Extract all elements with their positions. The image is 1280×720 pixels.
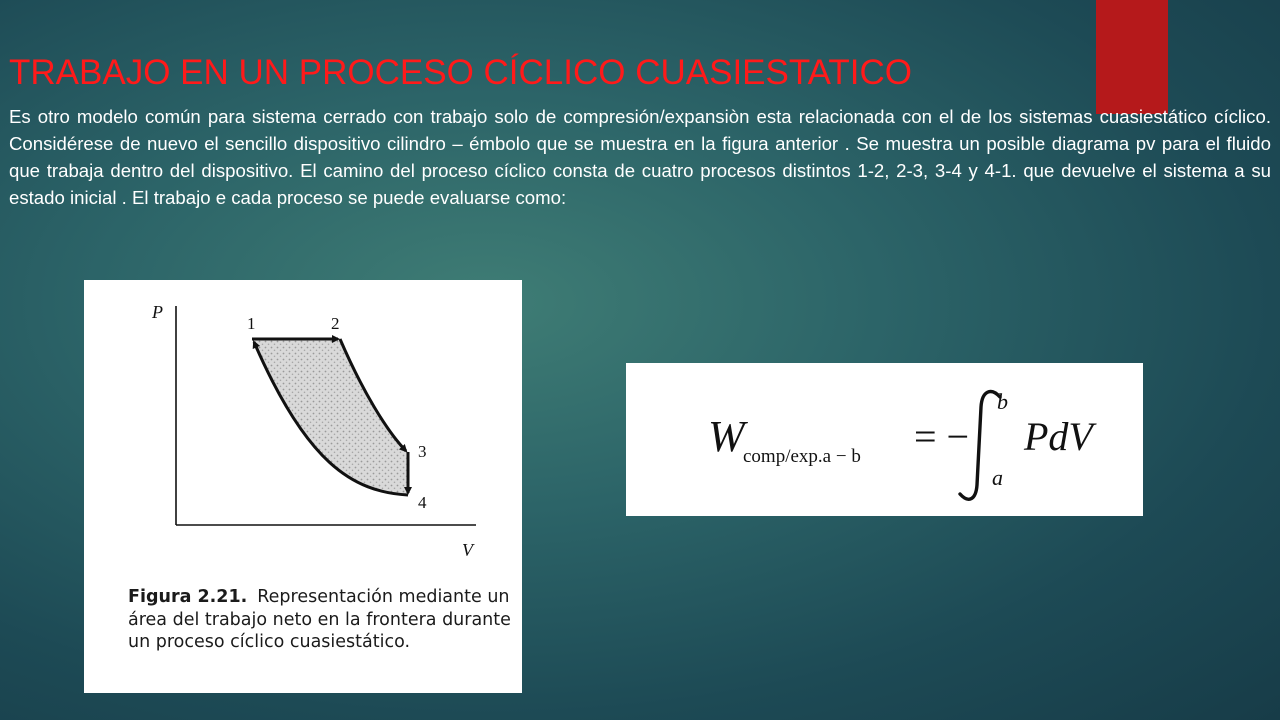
slide-body-text: Es otro modelo común para sistema cerrado con trabajo solo de compresión/expansiòn esta relacionada con el de los sistemas cuasiestático cíclico. Considérese de nuevo el sencillo dispositivo cilindro – émbolo que se muestra en la figura anterior . Se muestra un posible diagrama pv para el fluido que trabaja dentro del dispositivo. El camino del proceso cíclico consta de cuatro procesos distintos 1-2, 2-3, 3-4 y 4-1. que devuelve el sistema a su estado inicial . El trabajo e cada proceso se puede evaluarse como: — [9, 106, 1271, 208]
formula-lower-limit: a — [992, 465, 1003, 490]
work-formula — [626, 363, 1143, 516]
accent-bar — [1096, 0, 1168, 114]
point-label-4: 4 — [418, 493, 427, 512]
figure-caption-text: Representación mediante un área del trabajo neto en la frontera durante un proceso cíclico cuasiestático. — [128, 587, 511, 652]
formula-upper-limit: b — [997, 389, 1008, 414]
figure-caption-label: Figura 2.21. — [128, 587, 248, 607]
slide-title: TRABAJO EN UN PROCESO CÍCLICO CUASIESTATICO — [9, 53, 912, 92]
p-axis-label: P — [152, 302, 163, 322]
work-formula-equation — [626, 363, 1143, 516]
point-label-2: 2 — [331, 314, 340, 333]
formula-operator: = − — [914, 414, 970, 459]
formula-symbol: W — [708, 412, 745, 461]
v-axis-label: V — [462, 540, 473, 560]
cycle-area — [252, 339, 408, 495]
formula-integrand: PdV — [1024, 414, 1093, 459]
point-label-3: 3 — [418, 442, 427, 461]
figure-caption — [128, 586, 518, 654]
pv-diagram-figure — [84, 280, 522, 693]
formula-subscript: comp/exp.a − b — [743, 446, 861, 467]
point-label-1: 1 — [247, 314, 256, 333]
